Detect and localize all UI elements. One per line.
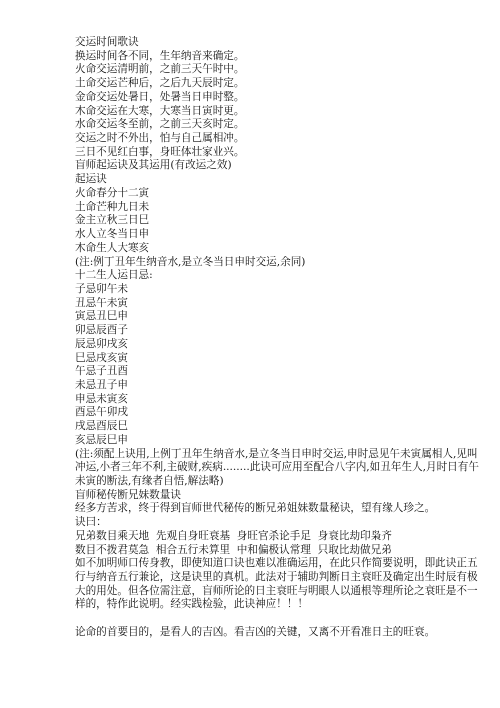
list-item: 子忌卯午未 <box>75 282 128 295</box>
text-line: 交运之时不外出，怕与自己属相冲。 <box>75 132 245 145</box>
note-line: (注:例丁丑年生纳音水,是立冬当日申时交运,余同) <box>75 255 306 268</box>
text-line: 木命生人大寒亥 <box>75 241 150 254</box>
heading-xiongmei: 盲师秘传断兄妹数量诀 <box>75 488 181 501</box>
note-paragraph: (注:须配上诀用,上例丁丑年生纳音水,是立冬当日申时交运,申时忌见午未寅属相人,见叫冲运,小者三年不利,主破财,疾病........此诀可应用至配合八字内,如丑年生人,月时日有午未寅的断法,有缘者自悟,解法略) <box>75 447 479 487</box>
text-line: 三日不见红白事，身旺体壮家业兴。 <box>75 145 245 158</box>
document-body <box>75 36 480 640</box>
verse-line: 数目不拨君莫急 相合五行未算里 中和偏极认常理 只取比劫做兄弟 <box>75 543 392 556</box>
list-item: 酉忌午卯戌 <box>75 406 128 419</box>
text-line: 金主立秋三日巳 <box>75 214 150 227</box>
heading-jiaoyun-song: 交运时间歌诀 <box>75 36 139 48</box>
text-line: 木命交运在大寒，大寒当日寅时更。 <box>75 104 245 117</box>
text-line: 水人立冬当日申 <box>75 228 150 241</box>
list-item: 丑忌午未寅 <box>75 296 128 309</box>
text-line: 土命交运芒种后，之后九天辰时定。 <box>75 77 245 90</box>
explanation-paragraph: 如不加明师口传身教，即使知道口诀也难以准确运用，在此只作简要说明，即此诀正五行与纳音五行兼论，这是诀里的真机。此法对于辅助判断日主衰旺及确定出生时辰有极大的用处。但各位需注意，盲师所论的日主衰旺与明眼人以通根等理所论之衰旺是不一样的，特作此说明。经实践检验，此诀神应！！！ <box>75 557 478 611</box>
verse-line: 兄弟数目乘天地 先观自身旺衰基 身旺官杀论手足 身衰比劫印枭齐 <box>75 529 392 542</box>
list-item: 未忌丑子申 <box>75 378 128 391</box>
text-line: 诀曰： <box>75 516 107 529</box>
text-line: 经多方苦求，终于得到盲师世代秘传的断兄弟姐妹数量秘诀，望有缘人珍之。 <box>75 502 436 515</box>
list-item: 申忌未寅亥 <box>75 392 128 405</box>
closing-line: 论命的首要目的，是看人的吉凶。看吉凶的关键，又离不开看准日主的旺衰。 <box>75 626 436 639</box>
subheading-yunri-ji: 十二生人运日忌: <box>75 269 153 282</box>
list-item: 戌忌酉辰巳 <box>75 420 128 433</box>
list-item: 卯忌辰酉子 <box>75 324 128 337</box>
list-item: 寅忌丑巳申 <box>75 310 128 323</box>
list-item: 亥忌辰巳申 <box>75 433 128 446</box>
text-line: 金命交运处暑日，处暑当日申时整。 <box>75 90 245 103</box>
paragraph-gap <box>75 612 480 626</box>
text-line: 火命交运清明前，之前三天午时中。 <box>75 63 245 76</box>
list-item: 巳忌戌亥寅 <box>75 351 128 364</box>
text-line: 土命芒种九日未 <box>75 200 150 213</box>
text-line: 换运时间各不同，生年纳音来确定。 <box>75 49 245 62</box>
text-line: 火命春分十二寅 <box>75 186 150 199</box>
heading-qiyun: 盲师起运诀及其运用(有改运之效) <box>75 159 232 172</box>
subheading-qiyun-jue: 起运诀 <box>75 173 107 186</box>
list-item: 午忌子丑酉 <box>75 365 128 378</box>
list-item: 辰忌卯戌亥 <box>75 337 128 350</box>
text-line: 水命交运冬至前，之前三天亥时定。 <box>75 118 245 131</box>
